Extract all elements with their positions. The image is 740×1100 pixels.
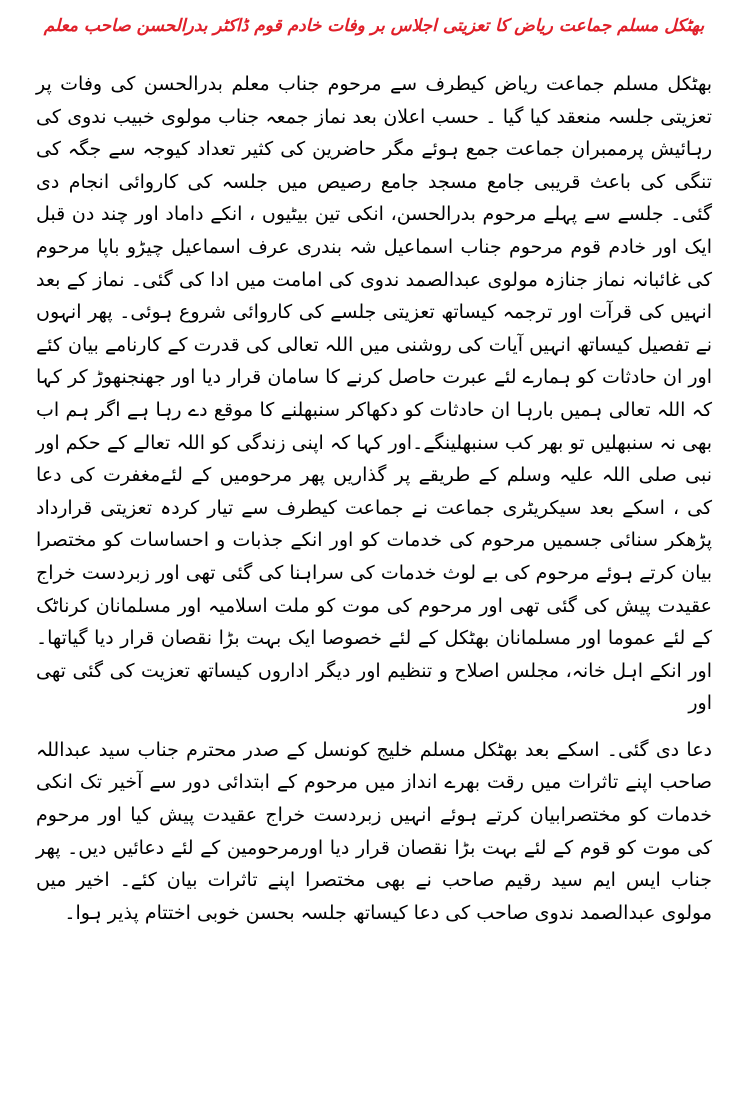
paragraph-1: بھٹکل مسلم جماعت ریاض کیطرف سے مرحوم جناب معلم بدرالحسن کی وفات پر تعزیتی جلسہ منعقد کیا گیا ۔ حسب اعلان بعد نماز جمعہ جناب مولوی خبیب ندوی کی رہائیش پرممبران جماعت جمع ہوئے مگر حاضرین کی کثیر تعداد کیوجہ سے جگہ کی تنگی کی باعث قریبی جامع مسجد جامع رصیص میں جلسہ کی کاروائی انجام دی گئی۔ جلسے سے پہلے مرحوم بدرالحسن، انکی تین بیٹیوں ، انکے داماد اور چند دن قبل ایک اور خادم قوم مرحوم جناب اسماعیل شہ بندری عرف اسماعیل چیڑو باپا مرحوم کی غائبانہ نماز جنازہ مولوی عبدالصمد ندوی کی امامت میں ادا کی گئی۔ نماز کے بعد انہیں کی قرآت اور ترجمہ کیساتھ تعزیتی جلسے کی کاروائی شروع ہوئی۔ پھر انہوں نے تفصیل کیساتھ انہیں آیات کی روشنی میں اللہ تعالی کی قدرت کے کارنامے بیان کئے اور ان حادثات کو ہمارے لئے عبرت حاصل کرنے کا سامان قرار دیا اور جھنجنھوڑ کر کہا کہ اللہ تعالی ہمیں بارہا ان حادثات کو دکھاکر سنبھلنے کا موقع دے رہا ہے اگر ہم اب بھی نہ سنبھلیں تو بھر کب سنبھلینگے۔اور کہا کہ اپنی زندگی کو اللہ تعالے کے حکم اور نبی صلی اللہ علیہ وسلم کے طریقے پر گذاریں پھر مرحومیں کے لئےمغفرت کی دعا کی ، اسکے بعد سیکریٹری جماعت نے جماعت کیطرف سے تیار کردہ تعزیتی قرارداد پڑھکر سنائی جسمیں مرحوم کی خدمات کو اور انکے جذبات و احساسات کو مختصرا بیان کرتے ہوئے مرحوم کی بے لوث خدمات کی سراہنا کی گئی تھی اور زبردست خراج عقیدت پیش کی گئی تھی اور مرحوم کی موت کو ملت اسلامیہ اور مسلمانان کرناٹک کے لئے عموما اور مسلمانان بھٹکل کے لئے خصوصا ایک بہت بڑا نقصان قرار دیا گیاتھا۔اور انکے اہل خانہ، مجلس اصلاح و تنظیم اور دیگر اداروں کیساتھ تعزیت کی گئی تھی اور <box>36 73 713 715</box>
paragraph-2: دعا دی گئی۔ اسکے بعد بھٹکل مسلم خلیج کونسل کے صدر محترم جناب سید عبداللہ صاحب اپنے تاثرات میں رقت بھرے انداز میں مرحوم کے ابتدائی دور سے آخیر تک انکی خدمات کو مختصرابیان کرتے ہوئے انہیں زبردست خراج عقیدت پیش کیا اور مرحوم کی موت کو قوم کے لئے بہت بڑا نقصان قرار دیا اورمرحومین کے لئے دعائیں دیں۔ پھر جناب ایس ایم سید رقیم صاحب نے بھی مختصرا اپنے تاثرات بیان کئے۔ اخیر میں مولوی عبدالصمد ندوی صاحب کی دعا کیساتھ جلسہ بحسن خوبی اختتام پذیر ہوا۔ <box>36 738 712 924</box>
article-body <box>36 68 712 929</box>
headline: بھٹکل مسلم جماعت ریاض کا تعزیتی اجلاس بر وفات خادم قوم ڈاکٹر بدرالحسن صاحب معلم <box>43 16 705 36</box>
